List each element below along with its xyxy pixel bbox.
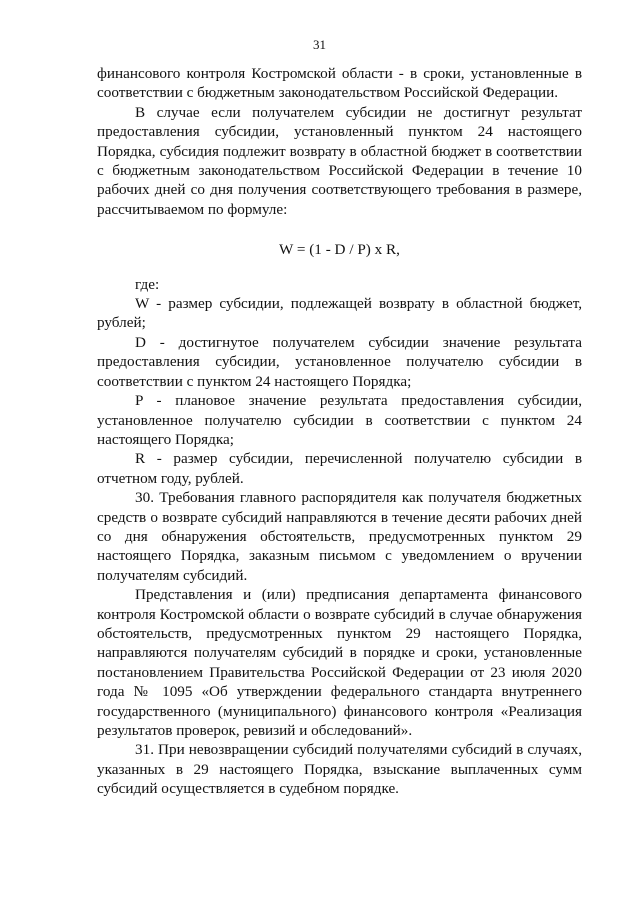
formula: W = (1 - D / P) x R, (279, 241, 400, 259)
definition-d: D - достигнутое получателем субсидии значение результата предоставления субсидии, установленное получателю субсидии в соответствии с пунктом 24 настоящего Порядка; (97, 333, 582, 390)
paragraph-30: 30. Требования главного распорядителя как получателя бюджетных средств о возврате субсидий направляются в течение десяти рабочих дней со дня обнаружения обстоятельств, предусмотренных пунктом 29 настоящего Порядка, заказным письмом с уведомлением о вручении получателям субсидий. (97, 489, 582, 584)
definition-r: R - размер субсидии, перечисленной получателю субсидии в отчетном году, рублей. (97, 450, 582, 487)
definition-p: P - плановое значение результата предоставления субсидии, установленное получателю субсидии в соответствии с пунктом 24 настоящего Порядка; (97, 392, 582, 448)
document-body (97, 64, 582, 799)
page-number: 31 (313, 37, 326, 52)
paragraph-refund-condition: В случае если получателем субсидии не достигнут результат предоставления субсидии, установленный пунктом 24 настоящего Порядка, субсидия подлежит возврату в областной бюджет в соответствии с бюджетным законодательством Российской Федерации в течение 10 рабочих дней со дня получения соответствующего требования в размере, рассчитываемом по формуле: (97, 103, 582, 218)
paragraph-31: 31. При невозвращении субсидий получателями субсидий в случаях, указанных в 29 настоящего Порядка, взыскание выплаченных сумм субсидий осуществляется в судебном порядке. (97, 741, 582, 798)
where-label: где: (135, 275, 160, 293)
paragraph-continuation: финансового контроля Костромской области - в сроки, установленные в соответствии с бюджетным законодательством Российской Федерации. (97, 65, 582, 102)
definition-w: W - размер субсидии, подлежащей возврату в областной бюджет, рублей; (97, 295, 582, 332)
paragraph-representations: Представления и (или) предписания департамента финансового контроля Костромской области о возврате субсидий в случае обнаружения обстоятельств, предусмотренных пунктом 29 настоящего Порядка, направляются получателям субсидий в порядке и сроки, установленные постановлением Правительства Российской Федерации от 23 июля 2020 года № 1095 «Об утверждении федерального стандарта внутреннего государственного (муниципального) финансового контроля «Реализация результатов проверок, ревизий и обследований». (97, 586, 582, 739)
